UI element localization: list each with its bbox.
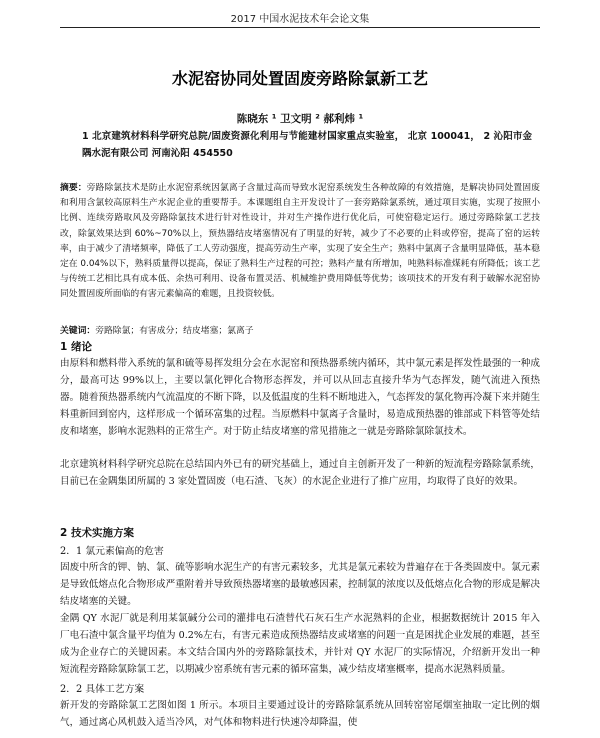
paper-authors: 陈晓东 ¹ 卫文明 ² 郝利炜 ¹ [236,113,364,125]
keywords [60,324,540,338]
subsection-heading-2-1: 2．1 氯元素偏高的危害 [60,546,164,557]
section-heading-2: 2 技术实施方案 [60,527,134,539]
section-2-1-paragraph-1: 固废中所含的钾、钠、氯、硫等影响水泥生产的有害元素较多，尤其是氯元素较为普遍存在于各类固废中。氯元素是导致低熔点化合物形成严重附着并导致预热器堵塞的最敏感因素，控制氯的浓度以及低熔点化合物的形成是解决结皮堵塞的关键。 [60,562,540,607]
section-1-paragraph-1: 由原料和燃料带入系统的氯和硫等易挥发组分会在水泥窑和预热器系统内循环，其中氯元素是挥发性最强的一种成分，最高可达 99%以上，主要以氯化钾化合物形态挥发，并可以从回志直接升华为气态挥发，随气流进入预热器。随着预热器系统内气流温度的不断下降，以及低温度的生料不断地进入，气态挥发的氯化物再冷凝下来并随生料重新回到窑内，这样形成一个循环富集的过程。当原燃料中氯离子含量时，易造成预热器的锥部或下料管等处结皮和堵塞，影响水泥熟料的正常生产。对于防止结皮堵塞的常见措施之一就是旁路除氯除氯技术。 [60,358,540,437]
paper-affiliations: 1 北京建筑材料科学研究总院/固废资源化利用与节能建材国家重点实验室， 北京 100041， 2 沁阳市金隅水泥有限公司 河南沁阳 454550 [82,131,532,159]
running-header: 2017 中国水泥技术年会论文集 [230,14,370,25]
abstract-label: 摘要： [60,183,87,193]
header-rule [60,27,540,28]
paper-title: 水泥窑协同处置固废旁路除氯新工艺 [171,69,428,88]
keywords-text: 旁路除氯；有害成分；结皮堵塞；氯离子 [95,326,254,336]
abstract [60,181,540,303]
section-heading-1: 1 绪论 [60,341,92,353]
subsection-heading-2-2: 2．2 具体工艺方案 [60,684,145,695]
section-2-1-paragraph-2: 金隅 QY 水泥厂就是利用某氯碱分公司的灌排电石渣替代石灰石生产水泥熟料的企业，根据数据统计 2015 年入厂电石渣中氯含量平均值为 0.2%左右，有害元素造成预热器结皮或堵塞的问题一直是困扰企业发展的难题，甚至成为企业存亡的关键因素。本文结合国内外的旁路除氯技术，并针对 QY 水泥厂的实际情况，介绍新开发出一种短流程旁路除氯除氯工艺，以期减少窑系统有害元素的循环富集，减少结皮堵塞概率，提高水泥熟料质量。 [60,613,540,675]
keywords-label: 关键词： [60,326,96,336]
section-2-2-paragraph-1: 新开发的旁路除氯工艺图如图 1 所示。本项目主要通过设计的旁路除氯系统从回转窑窑尾烟室抽取一定比例的烟气，通过离心风机鼓入适当冷风，对气体和物料进行快速冷却降温，使 [60,700,540,728]
abstract-text: 旁路除氯技术是防止水泥窑系统因氯离子含量过高而导致水泥窑系统发生各种故障的有效措施，是解决协同处置固废和利用含氯较高原料生产水泥企业的重要帮手。本课题组自主开发设计了一套旁路除氯系统，通过项目实施，实现了按照小比例、连续旁路取风及旁路除氯技术进行针对性设计，并对生产操作进行优化后，可使窑稳定运行。通过旁路除氯工艺技改，除氯效果达到 60%~70%以上，预热器结皮堵塞情况有了明显的好转，减少了不必要的止料或停窑，提高了窑的运转率，由于减少了清堵频率，降低了工人劳动强度，提高劳动生产率，实现了安全生产；熟料中氯离子含量明显降低，基本稳定在 0.04%以下，熟料质量得以提高，保证了熟料生产过程的可控；熟料产量有所增加，吨熟料标准煤耗有所降低；该工艺与传统工艺相比具有成本低、余热可利用、设备布置灵活、机械维护费用降低等优势；该项技术的开发有利于破解水泥窑协同处置固废所面临的有害元素偏高的难题，且投资较低。 [60,183,540,300]
section-1-paragraph-2: 北京建筑材料科学研究总院在总结国内外已有的研究基础上，通过自主创新开发了一种新的短流程旁路除氯系统，目前已在金隅集团所属的 3 家处置固废（电石渣、飞灰）的水泥企业进行了推广应用，均取得了良好的效果。 [60,459,540,487]
